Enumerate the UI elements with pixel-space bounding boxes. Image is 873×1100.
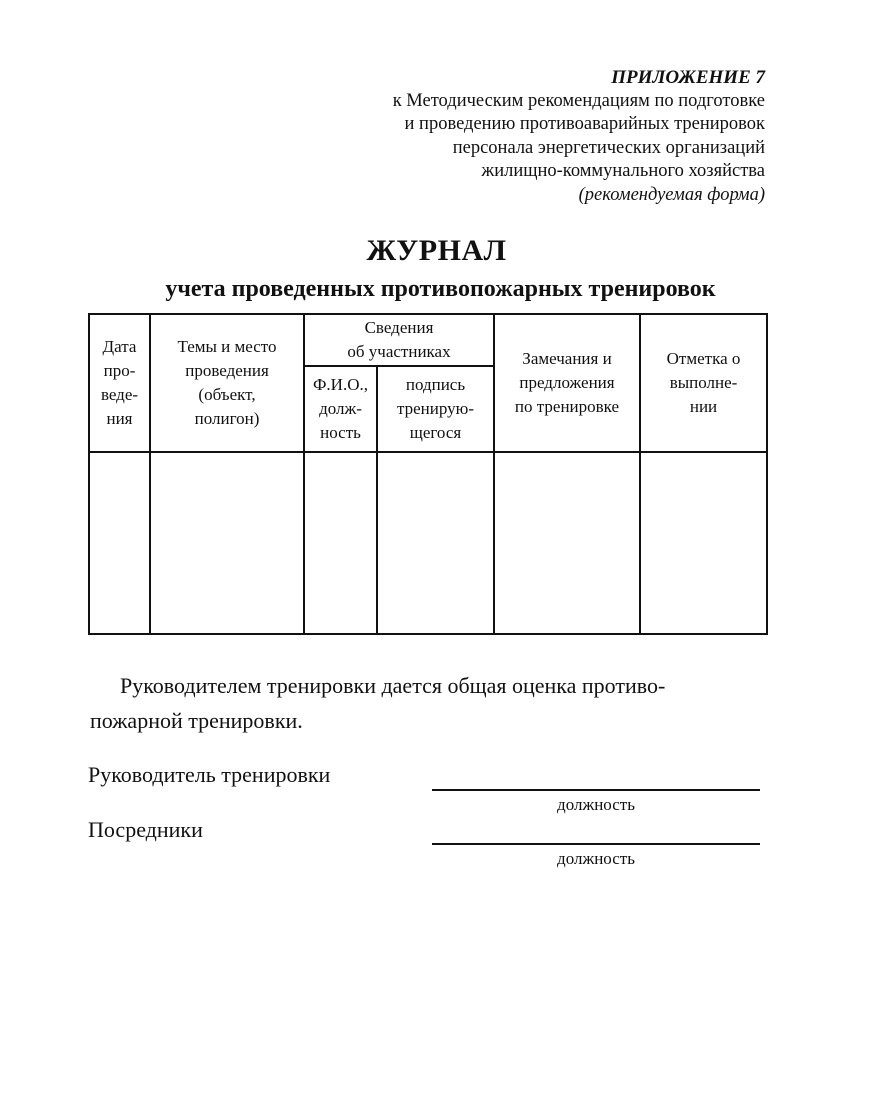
appendix-header [245,66,765,207]
form-note: (рекомендуемая форма) [578,184,765,205]
cell-topics[interactable] [150,452,304,634]
appendix-line-1: к Методическим рекомендациям по подготовке [392,90,765,111]
document-title: ЖУРНАЛ [366,234,507,267]
signature-line-leader[interactable] [432,789,760,791]
header-participant-name: Ф.И.О., долж- ность [304,366,377,452]
cell-completion-mark[interactable] [640,452,767,634]
header-participant-signature: подпись тренирую- щегося [377,366,494,452]
paragraph-line-2: пожарной тренировки. [90,708,303,733]
signature-label-mediators: Посредники [88,817,203,842]
cell-participant-name[interactable] [304,452,377,634]
header-topics: Темы и место проведения (объект, полигон) [150,314,304,452]
appendix-label: ПРИЛОЖЕНИЕ 7 [611,67,765,88]
signature-caption-leader: должность [557,795,635,814]
cell-date[interactable] [89,452,150,634]
appendix-line-4: жилищно-коммунального хозяйства [481,161,765,181]
header-remarks: Замечания и предложения по тренировке [494,314,640,452]
appendix-line-2: и проведению противоаварийных тренировок [404,114,765,134]
signature-line-mediators[interactable] [432,843,760,845]
header-completion-mark: Отметка о выполне- нии [640,314,767,452]
cell-remarks[interactable] [494,452,640,634]
assessment-paragraph [90,668,780,738]
cell-participant-signature[interactable] [377,452,494,634]
document-subtitle: учета проведенных противопожарных тренировок [165,276,716,302]
paragraph-line-1: Руководителем тренировки дается общая оценка противо- [120,673,666,698]
journal-table [88,313,768,635]
signature-caption-mediators: должность [557,849,635,868]
appendix-line-3: персонала энергетических организаций [452,137,765,158]
signature-label-leader: Руководитель тренировки [88,762,331,787]
header-participants-group: Сведения об участниках [304,314,494,366]
header-date: Дата про- веде- ния [89,314,150,452]
table-row [89,452,767,634]
